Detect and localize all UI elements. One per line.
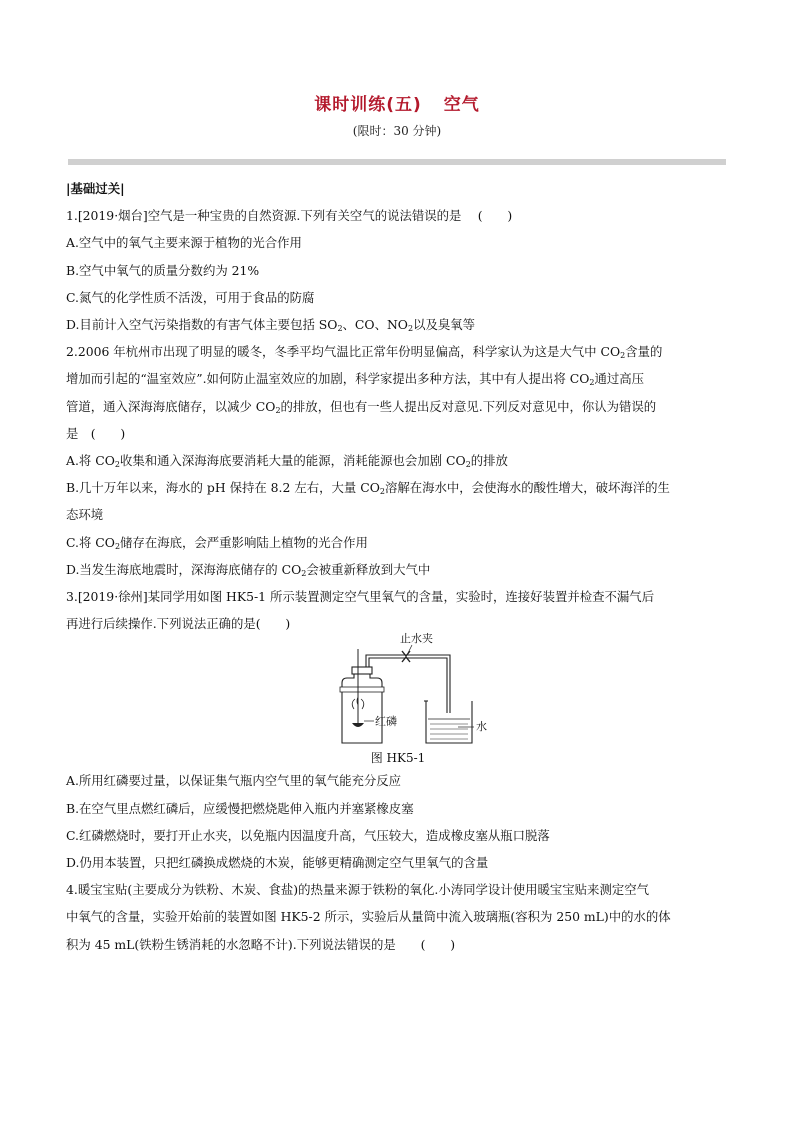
title-topic: 空气 <box>443 95 480 115</box>
q3-stem-line2: 再进行后续操作.下列说法正确的是( ) <box>66 616 291 632</box>
combustion-spoon <box>352 723 364 727</box>
text-part: 、CO、NO <box>342 317 408 333</box>
text-part: 储存在海底，会严重影响陆上植物的光合作用 <box>120 534 368 550</box>
q1-option-c: C.氮气的化学性质不活泼，可用于食品的防腐 <box>66 289 315 305</box>
label-water-clamp: 止水夹 <box>400 632 433 646</box>
text-part: 2.2006 年杭州市出现了明显的暖冬，冬季平均气温比正常年份明显偏高，科学家认为这是大气中 CO <box>66 344 621 360</box>
q3-option-d: D.仍用本装置，只把红磷换成燃烧的木炭，能够更精确测定空气里氧气的含量 <box>66 855 489 871</box>
title-main: 课时训练(五) <box>314 95 422 115</box>
water-clamp-icon <box>402 651 410 662</box>
subscript: 2 <box>620 351 626 361</box>
section-label: |基础过关| <box>66 181 125 196</box>
subscript: 2 <box>114 541 121 551</box>
q2-stem-line2 <box>66 365 730 392</box>
q1-stem: 1.[2019·烟台]空气是一种宝贵的自然资源.下列有关空气的说法错误的是 ( ) <box>66 208 513 224</box>
text-part: A.将 CO <box>66 453 115 469</box>
connecting-tube-inner <box>369 658 447 713</box>
label-water: 水 <box>476 720 487 734</box>
text-part: D.当发生海底地震时，深海海底储存的 CO <box>66 561 302 577</box>
text-part: 会被重新释放到大气中 <box>306 561 431 577</box>
subscript: 2 <box>301 568 307 578</box>
text-part: 通过高压 <box>594 371 645 387</box>
connecting-tube <box>366 655 450 713</box>
q3-option-b: B.在空气里点燃红磷后，应缓慢把燃烧匙伸入瓶内并塞紧橡皮塞 <box>66 800 414 816</box>
text-part: B.几十万年以来，海水的 pH 保持在 8.2 左右，大量 CO <box>66 480 380 496</box>
time-limit: (限时：30 分钟) <box>352 124 442 138</box>
text-part: 溶解在海水中，会使海水的酸性增大，破坏海洋的生 <box>384 480 670 496</box>
text-part: 的排放 <box>470 453 508 469</box>
question-list <box>66 175 730 958</box>
q2-stem-line1 <box>66 338 730 365</box>
gas-bottle <box>342 671 382 743</box>
beaker <box>426 701 472 743</box>
header-divider <box>68 159 726 165</box>
q4-stem-line1: 4.暖宝宝贴(主要成分为铁粉、木炭、食盐)的热量来源于铁粉的氧化.小涛同学设计使用暖宝宝贴来测定空气 <box>66 882 650 898</box>
text-part: D.目前计入空气污染指数的有害气体主要包括 SO <box>66 317 338 333</box>
figure-caption: 图 HK5-1 <box>370 751 426 766</box>
bottle-label-band <box>340 687 384 692</box>
q2-option-b-cont: 态环境 <box>66 507 104 523</box>
label-red-phosphorus: 红磷 <box>375 715 397 729</box>
q2-option-c <box>66 529 730 556</box>
q3-option-a: A.所用红磷要过量，以保证集气瓶内空气里的氧气能充分反应 <box>66 773 402 789</box>
page-title <box>0 90 794 115</box>
figure-hk5-1 <box>66 632 730 767</box>
subscript: 2 <box>337 324 343 334</box>
q2-option-b <box>66 474 730 501</box>
text-part: 以及臭氧等 <box>413 317 476 333</box>
q3-option-c: C.红磷燃烧时，要打开止水夹，以免瓶内因温度升高，气压较大，造成橡皮塞从瓶口脱落 <box>66 827 550 843</box>
subscript: 2 <box>379 487 385 497</box>
text-part: 增加而引起的“温室效应”.如何防止温室效应的加剧，科学家提出多种方法，其中有人提出将 CO <box>66 371 590 387</box>
text-part: 管道，通入深海海底储存，以减少 CO <box>66 398 276 414</box>
q2-option-d <box>66 556 730 583</box>
q2-stem-line3 <box>66 393 730 420</box>
subscript: 2 <box>275 405 281 415</box>
subscript: 2 <box>465 460 471 470</box>
q4-stem-line2: 中氧气的含量，实验开始前的装置如图 HK5-2 所示，实验后从量筒中流入玻璃瓶(容积为 250 mL)中的水的体 <box>66 909 671 925</box>
text-part: 含量的 <box>625 344 663 360</box>
q1-option-d <box>66 311 730 338</box>
subscript: 2 <box>589 378 595 388</box>
q4-stem-line3: 积为 45 mL(铁粉生锈消耗的水忽略不计).下列说法错误的是 ( ) <box>66 936 456 952</box>
text-part: 的排放，但也有一些人提出反对意见.下列反对意见中，你认为错误的 <box>280 398 657 414</box>
rubber-stopper <box>352 667 372 674</box>
q2-option-a <box>66 447 730 474</box>
subscript: 2 <box>407 324 414 334</box>
q2-stem-line4: 是 ( ) <box>66 425 126 441</box>
q1-option-b: B.空气中氧气的质量分数约为 21% <box>66 262 260 278</box>
q3-stem-line1: 3.[2019·徐州]某同学用如图 HK5-1 所示装置测定空气里氧气的含量，实验时，连接好装置并检查不漏气后 <box>66 589 655 605</box>
q1-option-a: A.空气中的氧气主要来源于植物的光合作用 <box>66 235 302 251</box>
apparatus-diagram <box>328 632 478 747</box>
text-part: C.将 CO <box>66 534 115 550</box>
text-part: 收集和通入深海海底要消耗大量的能源，消耗能源也会加剧 CO <box>119 453 466 469</box>
subscript: 2 <box>114 460 120 470</box>
